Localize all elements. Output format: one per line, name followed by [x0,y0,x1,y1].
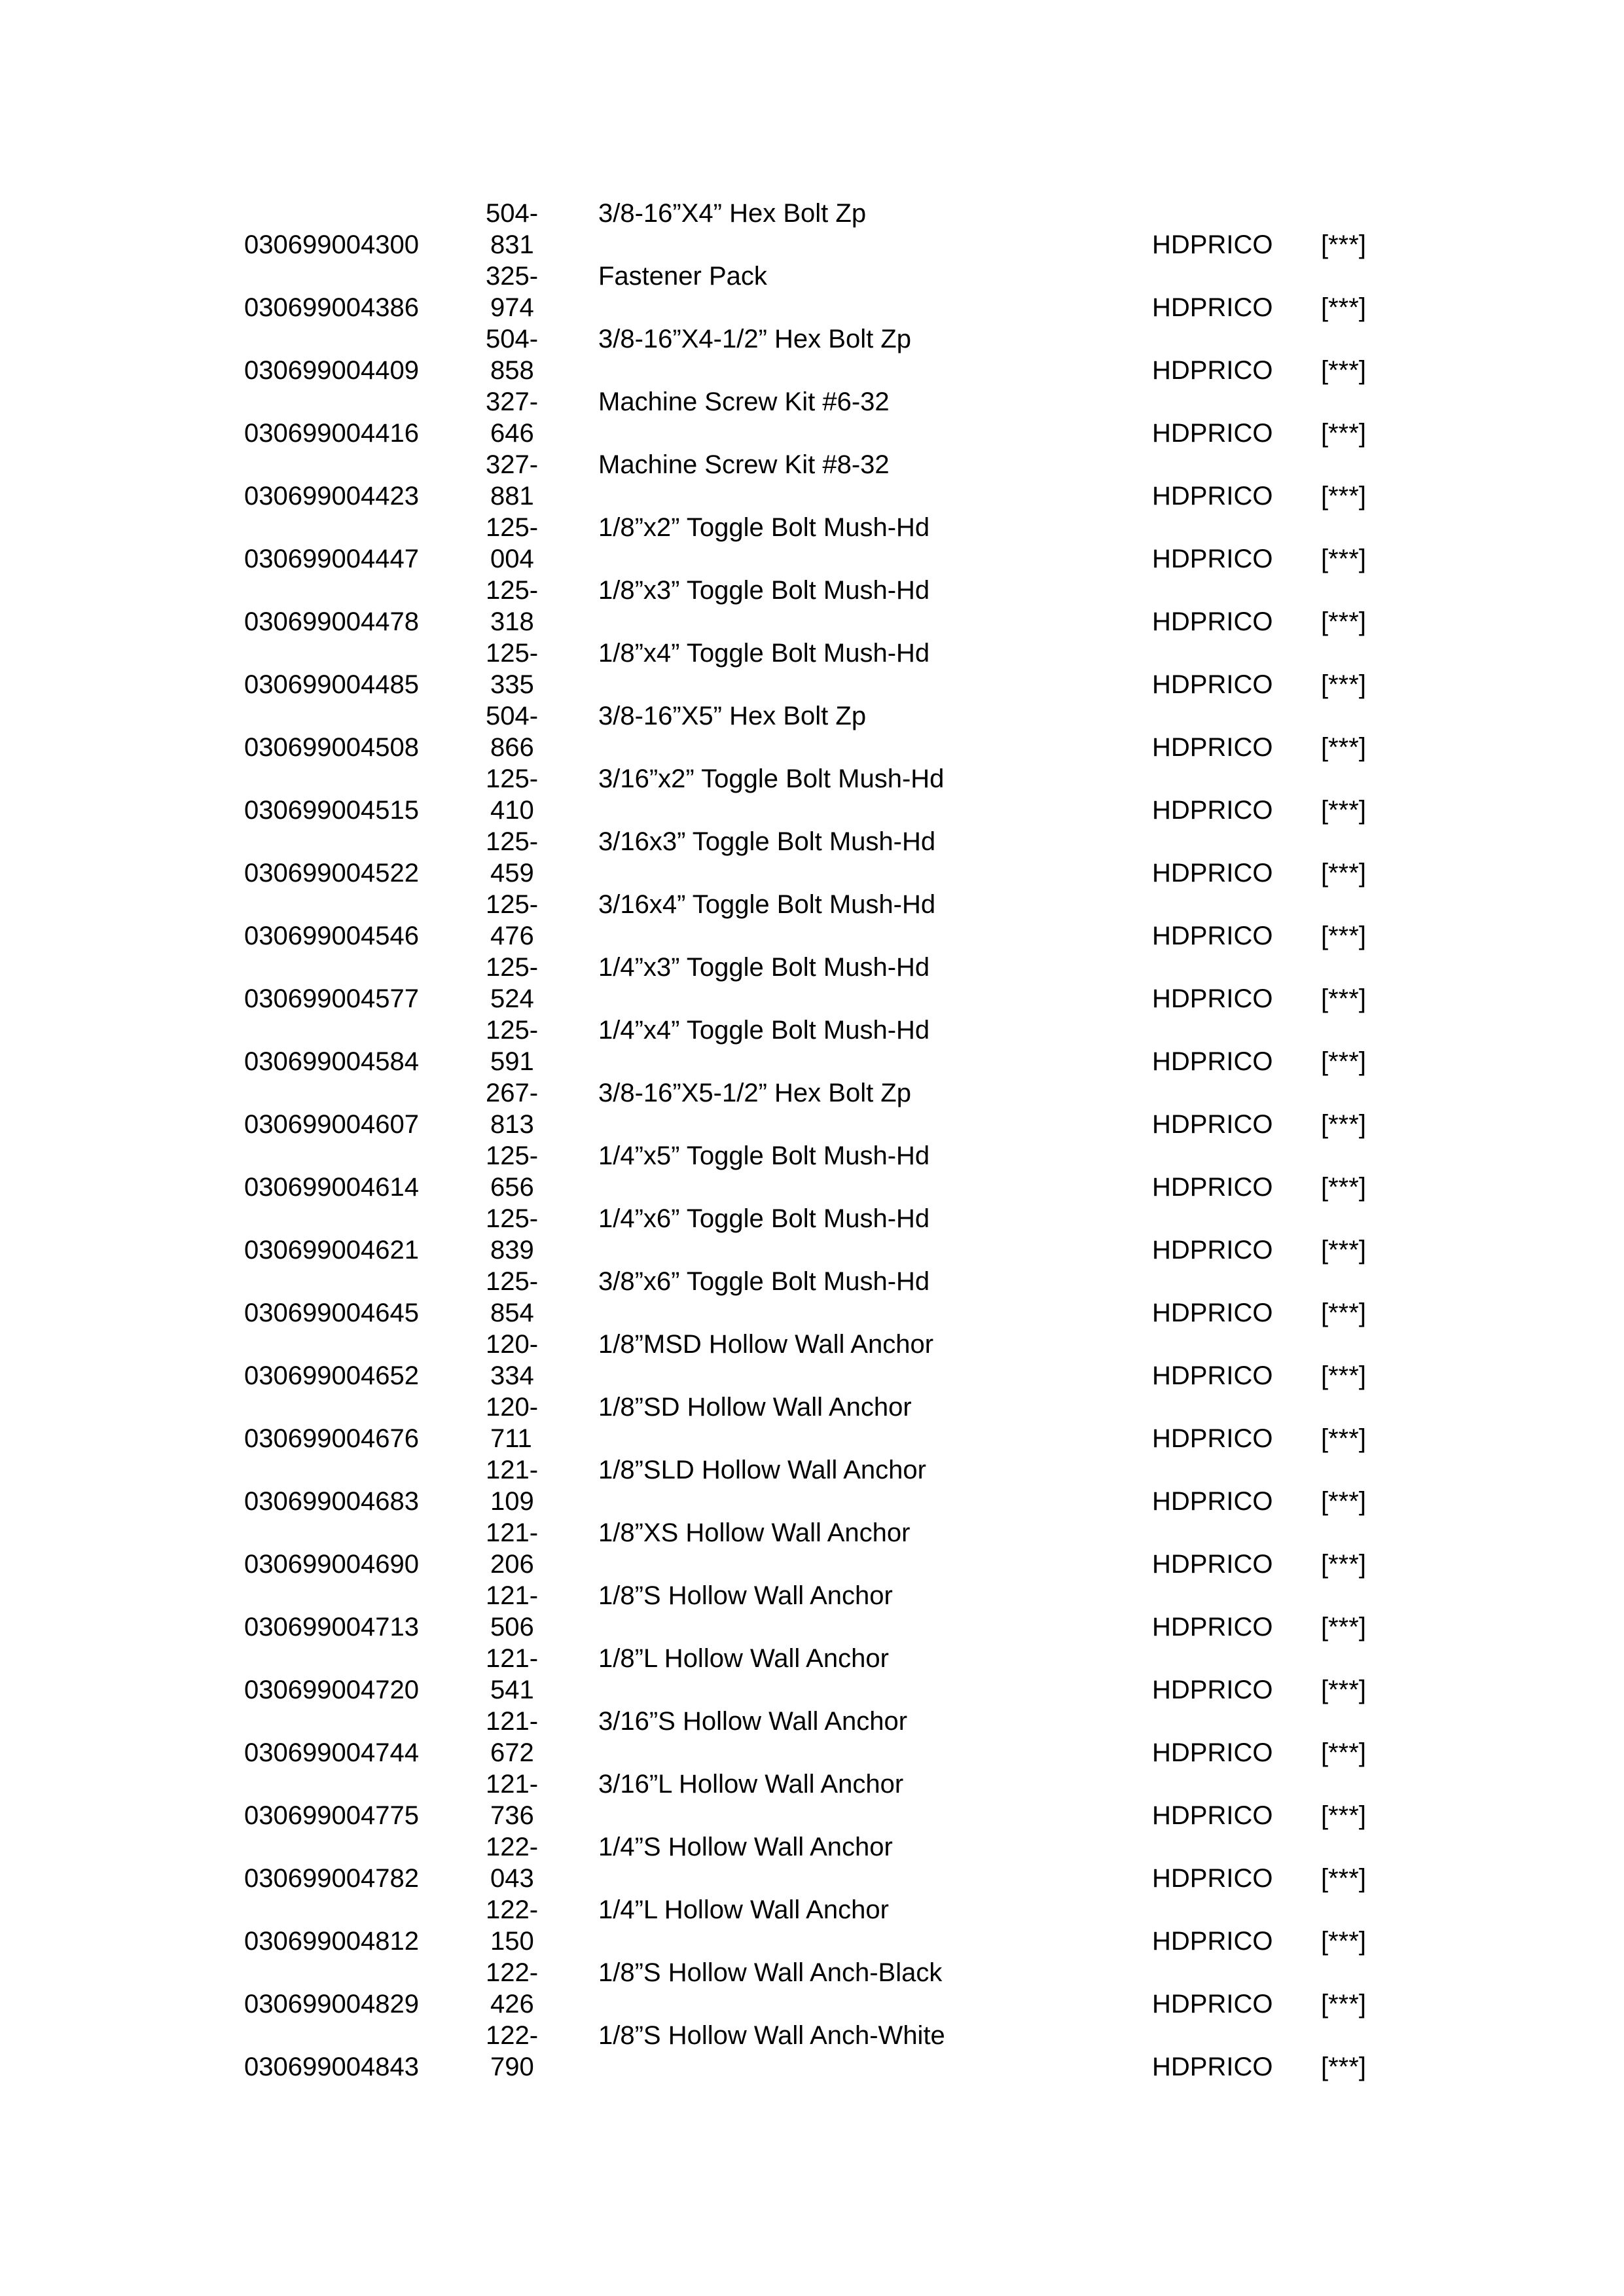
list-item [0,198,1624,260]
upc-code: 030699004423 [244,482,419,511]
upc-code: 030699004300 [244,230,419,259]
item-description: 1/4”S Hollow Wall Anchor [598,1833,893,1861]
price-redacted: [***] [1321,1236,1366,1265]
item-description: 3/16”x2” Toggle Bolt Mush-Hd [598,764,945,793]
vendor-code: HDPRICO [1152,1110,1273,1139]
list-item [0,1706,1624,1768]
price-redacted: [***] [1321,922,1366,950]
price-redacted: [***] [1321,356,1366,385]
item-description: 3/16x3” Toggle Bolt Mush-Hd [598,827,936,856]
list-item [0,512,1624,575]
upc-code: 030699004683 [244,1487,419,1516]
sku-prefix: 125- [486,827,539,856]
upc-code: 030699004720 [244,1676,419,1704]
list-item [0,1266,1624,1329]
upc-code: 030699004621 [244,1236,419,1265]
sku-prefix: 122- [486,1895,539,1924]
sku-suffix: 831 [490,230,534,259]
item-description: 1/8”x2” Toggle Bolt Mush-Hd [598,513,930,542]
list-item [0,386,1624,449]
upc-code: 030699004478 [244,607,419,636]
sku-suffix: 476 [490,922,534,950]
sku-prefix: 504- [486,199,539,228]
sku-prefix: 121- [486,1456,539,1484]
sku-prefix: 125- [486,513,539,542]
sku-prefix: 125- [486,953,539,982]
sku-suffix: 858 [490,356,534,385]
item-description: 1/4”x5” Toggle Bolt Mush-Hd [598,1141,930,1170]
item-description: 1/8”XS Hollow Wall Anchor [598,1518,911,1547]
sku-prefix: 327- [486,387,539,416]
vendor-code: HDPRICO [1152,1173,1273,1202]
vendor-code: HDPRICO [1152,1424,1273,1453]
upc-code: 030699004652 [244,1361,419,1390]
price-redacted: [***] [1321,1047,1366,1076]
upc-code: 030699004416 [244,419,419,448]
price-redacted: [***] [1321,1299,1366,1327]
sku-suffix: 672 [490,1738,534,1767]
sku-suffix: 109 [490,1487,534,1516]
sku-suffix: 004 [490,545,534,573]
vendor-code: HDPRICO [1152,1676,1273,1704]
price-redacted: [***] [1321,733,1366,762]
vendor-code: HDPRICO [1152,1990,1273,2018]
list-item [0,2020,1624,2083]
sku-prefix: 121- [486,1707,539,1736]
price-redacted: [***] [1321,1110,1366,1139]
upc-code: 030699004713 [244,1613,419,1641]
upc-code: 030699004607 [244,1110,419,1139]
list-item [0,889,1624,952]
sku-prefix: 121- [486,1644,539,1673]
vendor-code: HDPRICO [1152,796,1273,825]
sku-prefix: 125- [486,1267,539,1296]
price-redacted: [***] [1321,1738,1366,1767]
sku-suffix: 646 [490,419,534,448]
price-redacted: [***] [1321,230,1366,259]
vendor-code: HDPRICO [1152,1236,1273,1265]
sku-suffix: 318 [490,607,534,636]
sku-suffix: 206 [490,1550,534,1579]
item-description: 1/4”L Hollow Wall Anchor [598,1895,889,1924]
upc-code: 030699004812 [244,1927,419,1956]
list-item [0,1517,1624,1580]
item-description: 1/4”x4” Toggle Bolt Mush-Hd [598,1016,930,1045]
item-description: 1/8”L Hollow Wall Anchor [598,1644,889,1673]
price-redacted: [***] [1321,293,1366,322]
upc-code: 030699004829 [244,1990,419,2018]
list-item [0,1768,1624,1831]
item-description: Machine Screw Kit #6-32 [598,387,890,416]
sku-prefix: 125- [486,1141,539,1170]
list-item [0,449,1624,512]
sku-suffix: 150 [490,1927,534,1956]
item-description: 1/8”x3” Toggle Bolt Mush-Hd [598,576,930,605]
price-redacted: [***] [1321,482,1366,511]
upc-code: 030699004614 [244,1173,419,1202]
sku-prefix: 122- [486,2021,539,2050]
price-redacted: [***] [1321,545,1366,573]
upc-code: 030699004546 [244,922,419,950]
upc-code: 030699004584 [244,1047,419,1076]
item-description: Machine Screw Kit #8-32 [598,450,890,479]
sku-suffix: 591 [490,1047,534,1076]
sku-prefix: 504- [486,702,539,730]
upc-code: 030699004485 [244,670,419,699]
list-item [0,575,1624,637]
list-item [0,826,1624,889]
price-redacted: [***] [1321,419,1366,448]
sku-prefix: 125- [486,1016,539,1045]
vendor-code: HDPRICO [1152,1927,1273,1956]
price-redacted: [***] [1321,1613,1366,1641]
price-redacted: [***] [1321,859,1366,888]
item-description: 3/8”x6” Toggle Bolt Mush-Hd [598,1267,930,1296]
list-item [0,700,1624,763]
vendor-code: HDPRICO [1152,293,1273,322]
upc-code: 030699004447 [244,545,419,573]
sku-suffix: 043 [490,1864,534,1893]
upc-code: 030699004522 [244,859,419,888]
sku-prefix: 122- [486,1958,539,1987]
sku-prefix: 504- [486,325,539,353]
upc-code: 030699004409 [244,356,419,385]
price-redacted: [***] [1321,1927,1366,1956]
item-description: 3/8-16”X5” Hex Bolt Zp [598,702,867,730]
upc-code: 030699004775 [244,1801,419,1830]
upc-code: 030699004508 [244,733,419,762]
item-description: 1/8”S Hollow Wall Anch-Black [598,1958,943,1987]
sku-suffix: 881 [490,482,534,511]
sku-suffix: 813 [490,1110,534,1139]
sku-prefix: 325- [486,262,539,291]
price-redacted: [***] [1321,1361,1366,1390]
upc-code: 030699004386 [244,293,419,322]
price-redacted: [***] [1321,1550,1366,1579]
sku-prefix: 125- [486,576,539,605]
list-item [0,260,1624,323]
vendor-code: HDPRICO [1152,859,1273,888]
vendor-code: HDPRICO [1152,545,1273,573]
vendor-code: HDPRICO [1152,922,1273,950]
list-item [0,763,1624,826]
sku-suffix: 541 [490,1676,534,1704]
price-redacted: [***] [1321,1801,1366,1830]
item-description: 3/8-16”X4-1/2” Hex Bolt Zp [598,325,911,353]
list-item [0,952,1624,1014]
sku-suffix: 839 [490,1236,534,1265]
item-description: 1/8”MSD Hollow Wall Anchor [598,1330,934,1359]
upc-code: 030699004577 [244,984,419,1013]
item-description: 3/16”L Hollow Wall Anchor [598,1770,904,1799]
vendor-code: HDPRICO [1152,1864,1273,1893]
price-redacted: [***] [1321,1676,1366,1704]
item-description: 3/8-16”X4” Hex Bolt Zp [598,199,867,228]
item-list [0,198,1624,2083]
list-item [0,1957,1624,2020]
list-item [0,1454,1624,1517]
sku-prefix: 121- [486,1518,539,1547]
sku-suffix: 974 [490,293,534,322]
price-redacted: [***] [1321,1864,1366,1893]
list-item [0,1077,1624,1140]
list-item [0,1140,1624,1203]
sku-suffix: 656 [490,1173,534,1202]
sku-suffix: 866 [490,733,534,762]
item-description: 1/8”S Hollow Wall Anchor [598,1581,893,1610]
sku-suffix: 426 [490,1990,534,2018]
vendor-code: HDPRICO [1152,2053,1273,2081]
sku-suffix: 334 [490,1361,534,1390]
vendor-code: HDPRICO [1152,356,1273,385]
upc-code: 030699004515 [244,796,419,825]
list-item [0,1329,1624,1391]
item-description: 3/16”S Hollow Wall Anchor [598,1707,908,1736]
sku-suffix: 854 [490,1299,534,1327]
list-item [0,323,1624,386]
vendor-code: HDPRICO [1152,607,1273,636]
price-redacted: [***] [1321,607,1366,636]
sku-prefix: 327- [486,450,539,479]
item-description: 3/8-16”X5-1/2” Hex Bolt Zp [598,1079,911,1107]
item-description: 1/8”S Hollow Wall Anch-White [598,2021,945,2050]
sku-suffix: 506 [490,1613,534,1641]
item-description: 1/8”x4” Toggle Bolt Mush-Hd [598,639,930,668]
item-description: 3/16x4” Toggle Bolt Mush-Hd [598,890,936,919]
price-redacted: [***] [1321,1424,1366,1453]
sku-prefix: 267- [486,1079,539,1107]
sku-prefix: 125- [486,890,539,919]
vendor-code: HDPRICO [1152,733,1273,762]
vendor-code: HDPRICO [1152,1613,1273,1641]
upc-code: 030699004744 [244,1738,419,1767]
price-redacted: [***] [1321,670,1366,699]
item-description: 1/4”x6” Toggle Bolt Mush-Hd [598,1204,930,1233]
sku-prefix: 125- [486,764,539,793]
price-redacted: [***] [1321,1487,1366,1516]
item-description: 1/8”SLD Hollow Wall Anchor [598,1456,926,1484]
sku-suffix: 410 [490,796,534,825]
sku-prefix: 121- [486,1770,539,1799]
vendor-code: HDPRICO [1152,230,1273,259]
vendor-code: HDPRICO [1152,670,1273,699]
sku-suffix: 524 [490,984,534,1013]
price-redacted: [***] [1321,1173,1366,1202]
sku-suffix: 335 [490,670,534,699]
item-description: 1/8”SD Hollow Wall Anchor [598,1393,912,1422]
vendor-code: HDPRICO [1152,1299,1273,1327]
item-description: 1/4”x3” Toggle Bolt Mush-Hd [598,953,930,982]
price-redacted: [***] [1321,796,1366,825]
vendor-code: HDPRICO [1152,1047,1273,1076]
list-item [0,1831,1624,1894]
list-item [0,1391,1624,1454]
sku-suffix: 790 [490,2053,534,2081]
sku-prefix: 125- [486,1204,539,1233]
vendor-code: HDPRICO [1152,419,1273,448]
list-item [0,1643,1624,1706]
list-item [0,1014,1624,1077]
vendor-code: HDPRICO [1152,984,1273,1013]
price-redacted: [***] [1321,984,1366,1013]
list-item [0,637,1624,700]
price-redacted: [***] [1321,2053,1366,2081]
upc-code: 030699004782 [244,1864,419,1893]
price-redacted: [***] [1321,1990,1366,2018]
sku-prefix: 120- [486,1330,539,1359]
list-item [0,1580,1624,1643]
upc-code: 030699004645 [244,1299,419,1327]
item-description: Fastener Pack [598,262,767,291]
upc-code: 030699004690 [244,1550,419,1579]
vendor-code: HDPRICO [1152,1361,1273,1390]
sku-prefix: 120- [486,1393,539,1422]
vendor-code: HDPRICO [1152,1550,1273,1579]
sku-suffix: 459 [490,859,534,888]
sku-suffix: 736 [490,1801,534,1830]
vendor-code: HDPRICO [1152,482,1273,511]
list-item [0,1894,1624,1957]
list-item [0,1203,1624,1266]
vendor-code: HDPRICO [1152,1801,1273,1830]
vendor-code: HDPRICO [1152,1738,1273,1767]
sku-prefix: 125- [486,639,539,668]
vendor-code: HDPRICO [1152,1487,1273,1516]
upc-code: 030699004676 [244,1424,419,1453]
sku-prefix: 122- [486,1833,539,1861]
sku-suffix: 711 [490,1424,532,1453]
sku-prefix: 121- [486,1581,539,1610]
upc-code: 030699004843 [244,2053,419,2081]
